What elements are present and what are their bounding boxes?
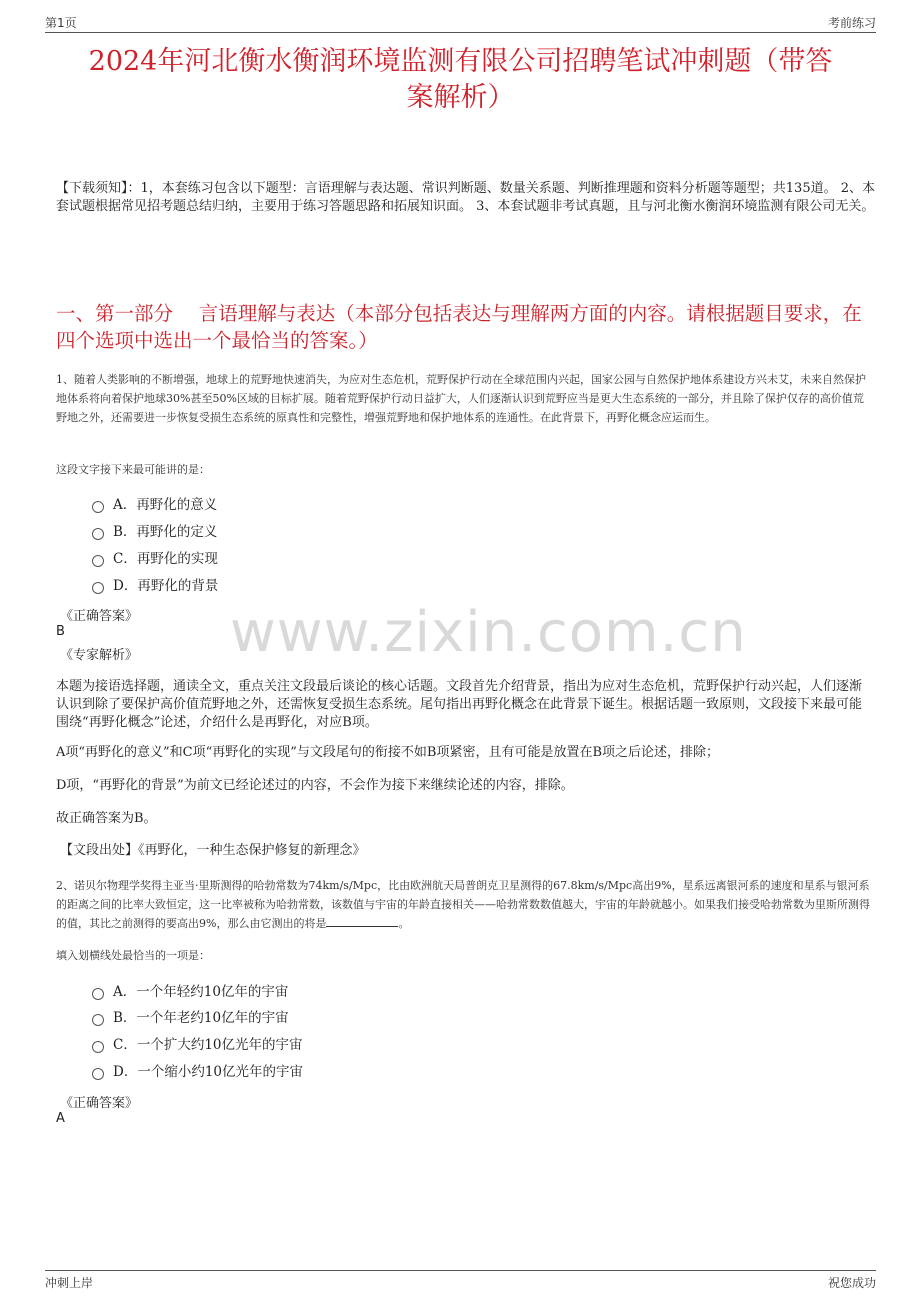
header-rule <box>45 32 876 33</box>
footer-rule <box>45 1270 876 1271</box>
q1-option-d[interactable]: D．再野化的背景 <box>92 576 218 596</box>
q1-text: 1、随着人类影响的不断增强，地球上的荒野地快速消失，为应对生态危机，荒野保护行动在全球范围内兴起，国家公园与自然保护地体系建设方兴未艾，未来自然保护地体系将向着保护地球30%甚至50%区域的目标扩展。随着荒野保护行动日益扩大，人们逐渐认识到荒野应当是更大生态系统的一部分，并且除了保护仅存的高价值荒野地之外，还需要进一步恢复受损生态系统的原真性和完整性，增强荒野地和保护地体系的连通性。在此背景下，再野化概念应运而生。 <box>56 373 866 424</box>
q1-answer: B <box>56 624 65 639</box>
radio-icon[interactable] <box>92 501 104 513</box>
q2-option-d[interactable]: D．一个缩小约10亿光年的宇宙 <box>92 1062 303 1082</box>
q2-prompt: 填入划横线处最恰当的一项是： <box>56 949 210 962</box>
radio-icon[interactable] <box>92 555 104 567</box>
q2-answer-label: 《正确答案》 <box>60 1096 139 1111</box>
title-line-1: 2024年河北衡水衡润环境监测有限公司招聘笔试冲刺题（带答 <box>88 46 833 77</box>
radio-icon[interactable] <box>92 1068 104 1080</box>
q1-prompt: 这段文字接下来最可能讲的是： <box>56 463 210 476</box>
q1-option-c[interactable]: C．再野化的实现 <box>92 549 218 569</box>
page-number: 第1页 <box>45 16 77 30</box>
header-tag: 考前练习 <box>827 16 876 30</box>
q1-source: 【文段出处】《再野化，一种生态保护修复的新理念》 <box>60 843 366 858</box>
q2-option-c[interactable]: C．一个扩大约10亿光年的宇宙 <box>92 1035 303 1055</box>
watermark: www.zixin.com.cn <box>230 600 747 665</box>
radio-icon[interactable] <box>92 1041 104 1053</box>
q2-text: 2、诺贝尔物理学奖得主亚当·里斯测得的哈勃常数为74km/s/Mpc，比由欧洲航天局普朗克卫星测得的67.8km/s/Mpc高出9%，星系远离银河系的速度和星系与银河系的距离之间的比率大致恒定，这一比率被称为哈勃常数，该数值与宇宙的年龄直接相关——哈勃常数数值越大，宇宙的年龄就越小。如果我们接受哈勃常数为里斯所测得的值，其比之前测得的要高出9%，那么由它测出的将是 。 <box>56 879 870 930</box>
q1-analysis-label: 《专家解析》 <box>60 648 139 663</box>
section-heading: 一、第一部分 言语理解与表达（本部分包括表达与理解两方面的内容。请根据题目要求，在四个选项中选出一个最恰当的答案。） <box>56 302 862 352</box>
radio-icon[interactable] <box>92 1014 104 1026</box>
q1-analysis-3: D项，“再野化的背景”为前文已经论述过的内容，不会作为接下来继续论述的内容，排除。 <box>56 778 574 793</box>
q1-answer-label: 《正确答案》 <box>60 609 139 624</box>
document-title <box>45 44 876 116</box>
q1-option-b[interactable]: B．再野化的定义 <box>92 522 217 542</box>
radio-icon[interactable] <box>92 582 104 594</box>
radio-icon[interactable] <box>92 988 104 1000</box>
radio-icon[interactable] <box>92 528 104 540</box>
q1-analysis-1: 本题为接语选择题，通读全文，重点关注文段最后谈论的核心话题。文段首先介绍背景，指出为应对生态危机，荒野保护行动兴起，人们逐渐认识到除了要保护高价值荒野地之外，还需恢复受损生态系统。尾句指出再野化概念在此背景下诞生。根据话题一致原则，文段接下来最可能围绕“再野化概念”论述，介绍什么是再野化，对应B项。 <box>56 679 863 730</box>
q1-analysis-4: 故正确答案为B。 <box>56 811 157 826</box>
title-line-2: 案解析） <box>406 82 515 113</box>
q2-option-a[interactable]: A．一个年轻约10亿年的宇宙 <box>92 982 288 1002</box>
q2-option-b[interactable]: B．一个年老约10亿年的宇宙 <box>92 1008 289 1028</box>
q1-analysis-2: A项“再野化的意义”和C项“再野化的实现”与文段尾句的衔接不如B项紧密，且有可能是放置在B项之后论述，排除； <box>56 745 720 760</box>
footer-left: 冲刺上岸 <box>45 1276 94 1290</box>
q2-answer: A <box>56 1111 65 1126</box>
download-notice: 【下载须知】：1，本套练习包含以下题型：言语理解与表达题、常识判断题、数量关系题、判断推理题和资料分析题等题型；共135道。 2、本套试题根据常见招考题总结归纳，主要用于练习答题思路和拓展知识面。 3、本套试题非考试真题，且与河北衡水衡润环境监测有限公司无关。 <box>56 181 875 214</box>
q1-option-a[interactable]: A．再野化的意义 <box>92 495 217 515</box>
footer-right: 祝您成功 <box>827 1276 876 1290</box>
fill-blank <box>326 915 398 927</box>
